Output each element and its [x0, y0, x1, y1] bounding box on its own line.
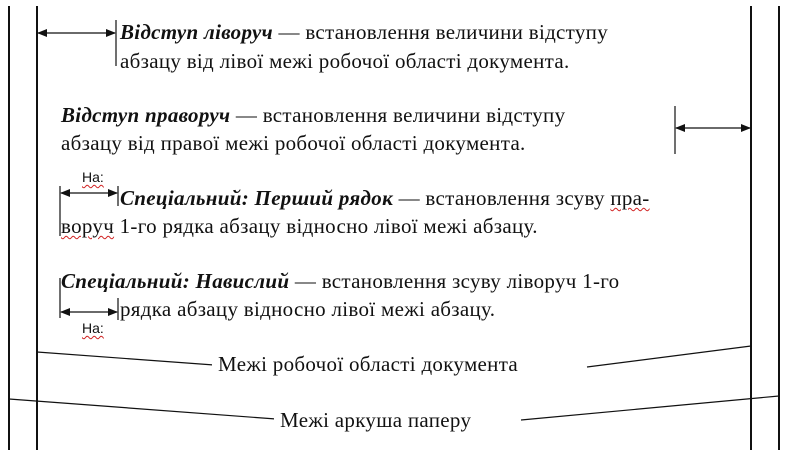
work-area-label: Межі робочої області документа [212, 351, 524, 377]
first-line-term: Спеціальний: Перший рядок [120, 186, 394, 210]
hanging-marker: На: [82, 320, 104, 336]
first-line-line1 [120, 184, 650, 213]
left-indent-line2 [120, 47, 570, 76]
work-area-leader-left [37, 352, 214, 365]
first-line-desc-2: 1-го рядка абзацу відносно лівої межі абзацу. [114, 214, 538, 238]
first-line-desc-1: — встановлення зсуву [393, 186, 611, 210]
first-line-line2 [61, 212, 538, 241]
right-indent-term: Відступ праворуч [61, 103, 231, 127]
right-indent-desc-1: — встановлення величини відступу [230, 103, 566, 127]
right-indent-line2 [61, 129, 526, 158]
hanging-line1 [61, 267, 619, 296]
work-area-leader-right [587, 346, 751, 367]
hanging-desc-2: рядка абзацу відносно лівої межі абзацу. [120, 297, 496, 321]
right-indent-line1 [61, 101, 565, 130]
left-indent-desc-2: абзацу від лівої межі робочої області документа. [120, 49, 570, 73]
right-indent-desc-2: абзацу від правої межі робочої області документа. [61, 131, 526, 155]
hanging-line2 [120, 295, 495, 324]
paper-label: Межі аркуша паперу [274, 407, 477, 433]
first-line-split-word-1: пра- [610, 186, 650, 210]
paper-leader-right [521, 396, 779, 420]
paper-leader-left [9, 399, 276, 419]
left-indent-term: Відступ ліворуч [120, 20, 273, 44]
first-line-split-word-2: воруч [61, 214, 115, 238]
hanging-term: Спеціальний: Навислий [61, 269, 290, 293]
first-line-marker: На: [82, 169, 104, 185]
hanging-desc-1: — встановлення зсуву ліворуч 1-го [289, 269, 620, 293]
left-indent-desc-1: — встановлення величини відступу [272, 20, 609, 44]
left-indent-line1 [120, 18, 608, 47]
